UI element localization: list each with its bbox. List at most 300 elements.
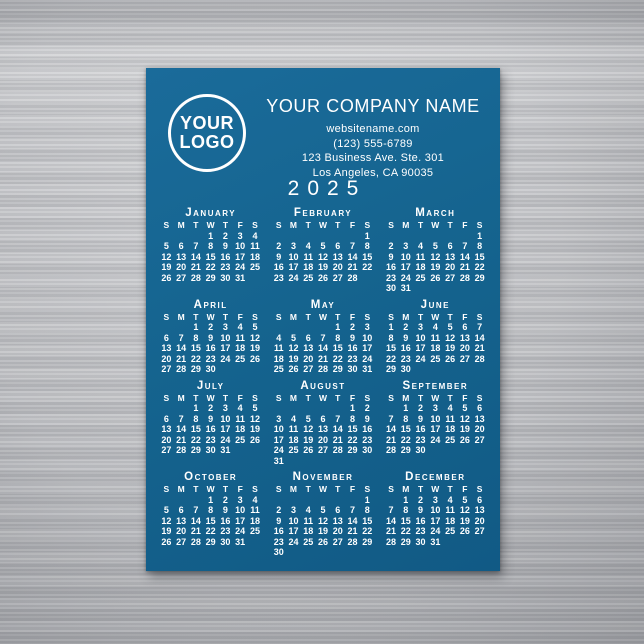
month-title: June	[420, 298, 450, 311]
empty-day-cell	[384, 403, 399, 414]
month-day-grid	[384, 220, 487, 294]
month-title: July	[196, 379, 225, 392]
day-cell: 9	[350, 332, 356, 343]
day-cell: 23	[273, 536, 284, 547]
day-cell: 21	[459, 262, 470, 272]
day-cell: 1	[403, 403, 409, 413]
day-cell: 19	[161, 262, 172, 272]
day-cell: 10	[415, 332, 426, 343]
day-of-week-header: T	[447, 392, 453, 403]
day-of-week-header: S	[275, 220, 282, 230]
day-cell: 12	[249, 332, 260, 343]
day-of-week-header: T	[335, 311, 341, 322]
day-cell: 20	[474, 515, 485, 526]
day-cell: 16	[400, 343, 411, 353]
day-cell: 5	[252, 403, 258, 413]
day-of-week-header: S	[252, 392, 258, 403]
day-cell: 6	[305, 332, 311, 343]
day-cell: 16	[386, 262, 397, 272]
day-cell: 25	[273, 364, 284, 374]
logo-text-line2: LOGO	[179, 132, 235, 152]
day-cell: 16	[220, 251, 231, 262]
day-cell: 5	[462, 403, 468, 413]
day-cell: 17	[430, 424, 441, 434]
day-of-week-header: F	[349, 311, 356, 322]
day-cell: 5	[320, 241, 326, 251]
day-cell: 17	[220, 343, 231, 353]
empty-day-cell	[443, 231, 458, 242]
day-cell: 10	[430, 505, 441, 515]
day-cell: 16	[273, 526, 284, 536]
empty-day-cell	[316, 495, 331, 506]
empty-day-cell	[271, 231, 286, 242]
day-cell: 17	[430, 515, 441, 526]
month-february	[271, 207, 374, 283]
day-cell: 15	[386, 343, 397, 353]
day-of-week-header: M	[289, 484, 297, 494]
month-day-grid	[271, 220, 374, 283]
day-of-week-header: T	[193, 392, 199, 403]
day-cell: 4	[237, 403, 243, 413]
calendar-magnet-card	[146, 68, 500, 571]
day-cell: 18	[415, 262, 426, 272]
day-cell: 2	[388, 241, 394, 251]
day-cell: 11	[303, 515, 313, 526]
day-of-week-header: S	[388, 311, 394, 322]
day-cell: 7	[193, 241, 199, 251]
day-cell: 15	[362, 251, 373, 262]
day-cell: 4	[447, 494, 453, 505]
logo-text-line1: YOUR	[179, 113, 234, 133]
day-cell: 21	[317, 353, 328, 364]
day-of-week-header: M	[177, 392, 185, 403]
day-cell: 10	[288, 251, 299, 262]
day-cell: 15	[474, 251, 485, 262]
day-cell: 5	[462, 494, 468, 505]
month-day-grid	[271, 484, 374, 558]
month-day-grid	[159, 393, 262, 456]
day-cell: 25	[430, 353, 441, 364]
day-cell: 22	[205, 262, 216, 272]
day-cell: 10	[220, 413, 231, 424]
day-cell: 9	[364, 413, 370, 424]
day-cell: 20	[161, 353, 172, 364]
day-cell: 6	[335, 505, 341, 515]
day-cell: 22	[362, 262, 373, 272]
empty-day-cell	[174, 231, 189, 242]
day-cell: 7	[178, 332, 184, 343]
empty-day-cell	[159, 231, 174, 242]
day-cell: 1	[364, 494, 370, 505]
day-cell: 11	[235, 413, 245, 424]
month-august	[271, 380, 374, 467]
day-of-week-header: S	[275, 311, 282, 322]
day-cell: 28	[176, 364, 187, 374]
day-cell: 29	[332, 364, 343, 374]
day-cell: 26	[288, 364, 299, 374]
day-cell: 19	[317, 262, 328, 272]
day-of-week-header: S	[252, 311, 258, 322]
day-cell: 27	[459, 353, 470, 364]
day-cell: 4	[290, 413, 296, 424]
day-of-week-header: S	[476, 220, 483, 230]
empty-day-cell	[286, 495, 301, 506]
month-july	[159, 380, 262, 456]
day-cell: 16	[415, 515, 426, 526]
day-of-week-header: W	[318, 484, 327, 494]
day-cell: 3	[290, 241, 296, 251]
day-cell: 14	[332, 424, 343, 434]
day-cell: 15	[400, 515, 411, 526]
day-of-week-header: T	[193, 311, 199, 322]
day-cell: 12	[161, 251, 172, 262]
day-cell: 3	[222, 322, 228, 332]
empty-day-cell	[398, 231, 413, 242]
day-cell: 16	[415, 424, 426, 434]
day-cell: 3	[222, 403, 228, 413]
day-cell: 14	[386, 424, 397, 434]
day-cell: 4	[418, 241, 424, 251]
day-cell: 28	[176, 445, 187, 455]
day-cell: 16	[220, 515, 231, 526]
day-cell: 8	[193, 332, 199, 343]
empty-day-cell	[316, 403, 331, 414]
day-of-week-header: F	[237, 484, 243, 494]
month-title: September	[402, 379, 469, 392]
day-cell: 12	[459, 413, 470, 424]
day-cell: 14	[386, 515, 397, 526]
empty-day-cell	[271, 495, 286, 506]
day-cell: 9	[276, 251, 282, 262]
day-cell: 5	[447, 322, 453, 332]
day-cell: 6	[477, 494, 483, 505]
day-cell: 25	[288, 445, 299, 455]
company-phone: (123) 555-6789	[333, 137, 413, 150]
day-cell: 17	[400, 262, 411, 272]
empty-day-cell	[189, 231, 204, 242]
day-cell: 18	[445, 515, 456, 526]
day-cell: 11	[235, 332, 245, 343]
empty-day-cell	[330, 231, 345, 242]
day-cell: 19	[459, 515, 470, 526]
day-cell: 20	[474, 424, 485, 434]
day-cell: 12	[317, 515, 328, 526]
day-cell: 13	[474, 413, 485, 424]
day-cell: 20	[459, 343, 470, 353]
month-january	[159, 207, 262, 283]
day-cell: 24	[288, 272, 299, 283]
day-cell: 22	[400, 526, 411, 536]
day-cell: 5	[432, 241, 438, 251]
day-cell: 14	[317, 343, 328, 353]
day-of-week-header: S	[388, 392, 394, 403]
day-cell: 17	[362, 343, 373, 353]
day-cell: 28	[474, 353, 485, 364]
day-cell: 12	[459, 505, 470, 515]
month-title: January	[185, 207, 237, 219]
calendar-year: 2025	[287, 177, 367, 200]
day-cell: 13	[445, 251, 456, 262]
day-cell: 16	[205, 424, 216, 434]
day-cell: 7	[477, 322, 483, 332]
day-cell: 20	[303, 353, 314, 364]
day-cell: 31	[430, 536, 441, 547]
day-cell: 19	[459, 424, 470, 434]
day-cell: 23	[400, 353, 411, 364]
day-cell: 30	[362, 445, 373, 455]
day-of-week-header: W	[318, 311, 327, 322]
empty-day-cell	[174, 495, 189, 506]
day-cell: 8	[193, 413, 199, 424]
day-cell: 3	[432, 494, 438, 505]
day-cell: 22	[386, 353, 397, 364]
day-cell: 3	[418, 322, 424, 332]
day-cell: 6	[178, 505, 184, 515]
day-cell: 26	[430, 272, 441, 283]
day-cell: 23	[386, 272, 397, 283]
day-cell: 21	[347, 526, 358, 536]
day-cell: 25	[303, 272, 314, 283]
day-cell: 18	[430, 343, 441, 353]
day-cell: 19	[317, 526, 328, 536]
month-march	[384, 207, 487, 294]
day-cell: 26	[459, 526, 470, 536]
day-cell: 24	[430, 526, 441, 536]
day-cell: 15	[332, 343, 343, 353]
day-cell: 13	[303, 343, 314, 353]
day-cell: 2	[418, 403, 424, 413]
day-cell: 24	[220, 434, 231, 445]
day-cell: 8	[335, 332, 341, 343]
day-cell: 1	[193, 322, 199, 332]
day-cell: 15	[362, 515, 373, 526]
day-cell: 11	[445, 505, 455, 515]
day-cell: 30	[205, 364, 216, 374]
day-cell: 13	[459, 332, 470, 343]
day-cell: 7	[350, 241, 356, 251]
day-cell: 23	[205, 353, 216, 364]
day-cell: 9	[388, 251, 394, 262]
day-cell: 31	[400, 283, 411, 293]
day-cell: 18	[288, 434, 299, 445]
month-day-grid	[384, 484, 487, 547]
day-cell: 8	[364, 241, 370, 251]
day-of-week-header: F	[462, 220, 468, 230]
day-cell: 8	[208, 505, 214, 515]
day-of-week-header: S	[364, 484, 371, 494]
day-cell: 15	[205, 515, 216, 526]
day-cell: 2	[364, 403, 370, 413]
day-cell: 22	[347, 434, 358, 445]
day-cell: 22	[332, 353, 343, 364]
day-cell: 31	[362, 364, 373, 374]
month-june	[384, 299, 487, 375]
day-cell: 12	[303, 424, 314, 434]
day-cell: 19	[249, 343, 260, 353]
day-cell: 30	[205, 445, 216, 455]
day-cell: 6	[163, 413, 169, 424]
day-cell: 3	[403, 241, 409, 251]
day-cell: 24	[362, 353, 373, 364]
empty-day-cell	[159, 495, 174, 506]
day-cell: 3	[290, 505, 296, 515]
day-cell: 1	[193, 403, 199, 413]
day-cell: 30	[273, 547, 284, 557]
day-cell: 11	[445, 413, 455, 424]
day-cell: 23	[362, 434, 373, 445]
day-cell: 23	[220, 262, 231, 272]
day-cell: 1	[364, 230, 370, 241]
empty-day-cell	[457, 231, 472, 242]
day-cell: 11	[430, 332, 441, 343]
day-of-week-header: W	[206, 484, 215, 494]
day-cell: 13	[176, 251, 187, 262]
day-cell: 27	[176, 536, 187, 547]
day-cell: 29	[190, 445, 201, 455]
day-cell: 24	[415, 353, 426, 364]
empty-day-cell	[301, 403, 316, 414]
day-cell: 12	[430, 251, 441, 262]
day-cell: 27	[161, 364, 172, 374]
month-october	[159, 471, 262, 547]
day-cell: 4	[276, 332, 282, 343]
day-cell: 22	[400, 434, 411, 445]
day-cell: 6	[320, 413, 326, 424]
day-cell: 26	[459, 434, 470, 445]
day-cell: 2	[403, 322, 409, 332]
day-cell: 30	[415, 445, 426, 455]
month-day-grid	[384, 312, 487, 375]
day-cell: 29	[386, 364, 397, 374]
day-cell: 15	[400, 424, 411, 434]
company-address-line2: Los Angeles, CA 90035	[312, 166, 434, 179]
day-cell: 27	[317, 445, 328, 455]
day-cell: 9	[276, 515, 282, 526]
day-cell: 18	[249, 515, 260, 526]
day-cell: 7	[178, 413, 184, 424]
day-cell: 17	[288, 526, 299, 536]
day-cell: 17	[415, 343, 426, 353]
day-cell: 6	[447, 241, 453, 251]
month-title: February	[293, 207, 353, 219]
day-of-week-header: S	[163, 311, 170, 322]
day-of-week-header: T	[417, 392, 424, 403]
day-cell: 30	[220, 536, 231, 547]
day-of-week-header: M	[289, 220, 297, 230]
day-cell: 18	[235, 424, 246, 434]
day-cell: 14	[176, 343, 187, 353]
day-cell: 25	[249, 262, 260, 272]
day-cell: 14	[474, 332, 485, 343]
day-cell: 2	[208, 403, 214, 413]
day-of-week-header: F	[349, 392, 356, 403]
day-cell: 14	[459, 251, 470, 262]
day-cell: 29	[205, 272, 216, 283]
day-cell: 27	[445, 272, 456, 283]
day-cell: 8	[477, 241, 483, 251]
day-cell: 8	[364, 505, 370, 515]
day-cell: 13	[332, 251, 343, 262]
day-cell: 8	[403, 413, 409, 424]
day-cell: 24	[430, 434, 441, 445]
day-cell: 23	[415, 434, 426, 445]
day-cell: 6	[462, 322, 468, 332]
day-cell: 7	[462, 241, 468, 251]
day-cell: 22	[190, 353, 201, 364]
day-of-week-header: W	[318, 392, 327, 403]
day-cell: 26	[249, 434, 260, 445]
day-of-week-header: S	[252, 484, 258, 494]
day-cell: 28	[317, 364, 328, 374]
day-cell: 21	[386, 526, 397, 536]
empty-day-cell	[174, 403, 189, 414]
day-of-week-header: F	[237, 392, 243, 403]
company-website: websitename.com	[326, 123, 420, 135]
day-of-week-header: M	[402, 484, 410, 494]
day-cell: 4	[305, 241, 311, 251]
day-cell: 27	[474, 526, 485, 536]
day-cell: 29	[400, 445, 411, 455]
month-title: December	[405, 471, 466, 483]
day-of-week-header: M	[289, 311, 297, 322]
day-cell: 27	[332, 536, 343, 547]
day-cell: 22	[205, 526, 216, 536]
day-cell: 10	[235, 505, 246, 515]
day-cell: 20	[176, 526, 187, 536]
day-cell: 19	[445, 343, 456, 353]
day-cell: 20	[176, 262, 187, 272]
day-cell: 25	[445, 526, 456, 536]
day-cell: 29	[474, 272, 485, 283]
day-cell: 26	[445, 353, 456, 364]
month-title: August	[300, 379, 346, 392]
day-cell: 23	[347, 353, 358, 364]
day-cell: 11	[303, 251, 313, 262]
day-cell: 4	[432, 322, 438, 332]
day-cell: 21	[176, 353, 187, 364]
day-cell: 3	[364, 322, 370, 332]
empty-day-cell	[316, 322, 331, 333]
day-cell: 12	[249, 413, 260, 424]
day-cell: 6	[178, 241, 184, 251]
month-september	[384, 380, 487, 456]
day-cell: 17	[235, 251, 246, 262]
day-cell: 8	[403, 505, 409, 515]
day-cell: 21	[347, 262, 358, 272]
day-of-week-header: S	[364, 220, 371, 230]
day-cell: 25	[249, 526, 260, 536]
day-cell: 26	[161, 272, 172, 283]
day-of-week-header: M	[177, 220, 185, 230]
day-cell: 30	[347, 364, 358, 374]
day-cell: 24	[220, 353, 231, 364]
day-cell: 15	[347, 424, 358, 434]
day-cell: 1	[403, 494, 409, 505]
day-cell: 13	[332, 515, 343, 526]
day-cell: 5	[290, 332, 296, 343]
empty-day-cell	[301, 495, 316, 506]
day-of-week-header: T	[335, 484, 341, 494]
day-cell: 26	[303, 445, 314, 455]
day-of-week-header: T	[305, 392, 311, 403]
company-name: YOUR COMPANY NAME	[266, 96, 480, 116]
day-cell: 17	[288, 262, 299, 272]
day-cell: 11	[273, 343, 284, 353]
day-cell: 10	[430, 413, 441, 424]
month-day-grid	[159, 312, 262, 375]
day-of-week-header: M	[402, 220, 410, 230]
day-cell: 28	[190, 272, 201, 283]
